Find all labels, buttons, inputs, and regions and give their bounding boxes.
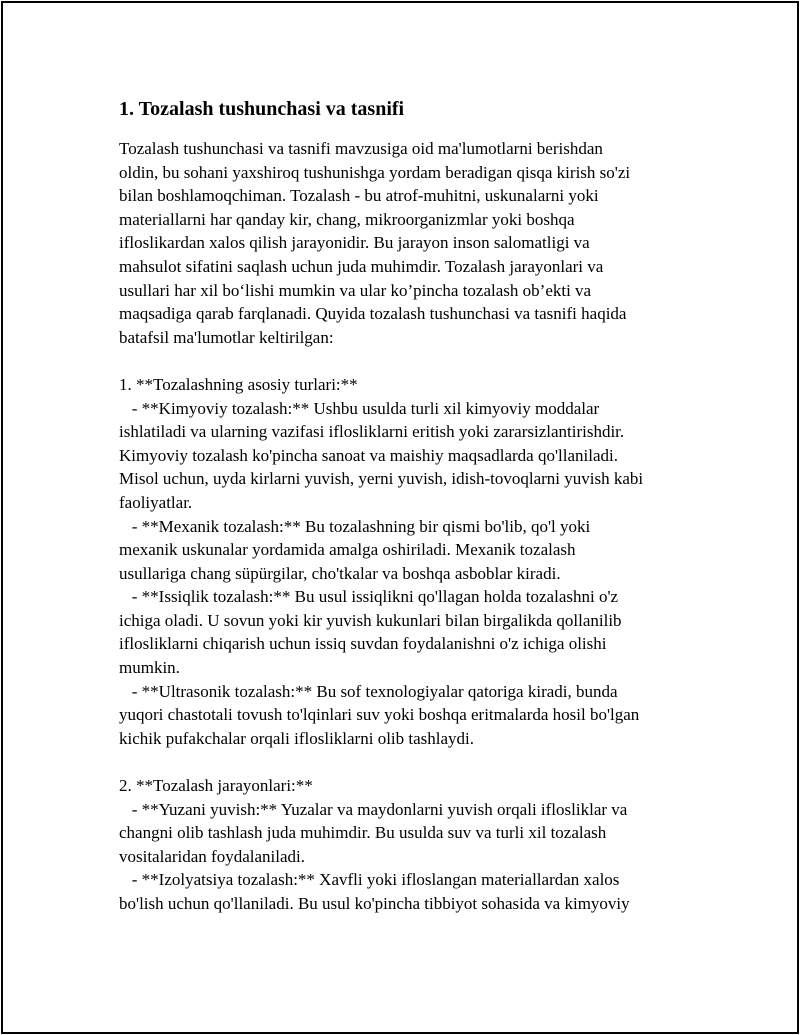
text-line: ifloslikardan xalos qilish jarayonidir. Bu jarayon inson salomatligi va [119, 233, 590, 253]
text-line: - **Izolyatsiya tozalash:** Xavfli yoki ifloslangan materiallardan xalos [119, 870, 620, 890]
text-line: bilan boshlamoqchiman. Tozalash - bu atrof-muhitni, uskunalarni yoki [119, 186, 599, 206]
text-line: - **Mexanik tozalash:** Bu tozalashning bir qismi bo'lib, qo'l yoki [119, 516, 591, 536]
blank-line [119, 349, 699, 373]
text-line: mahsulot sifatini saqlash uchun juda muhimdir. Tozalash jarayonlari va [119, 256, 604, 276]
text-line: ishlatiladi va ularning vazifasi iflosliklarni eritish yoki zararsizlantirishdir. [119, 422, 625, 442]
text-line: faoliyatlar. [119, 492, 193, 512]
text-line: materiallarni har qanday kir, chang, mikroorganizmlar yoki boshqa [119, 209, 575, 229]
text-line: vositalaridan foydalaniladi. [119, 846, 305, 866]
text-line: - **Issiqlik tozalash:** Bu usul issiqlikni qo'llagan holda tozalashni o'z [119, 587, 619, 607]
paragraph-block [119, 137, 699, 916]
text-line: - **Ultrasonik tozalash:** Bu sof texnologiyalar qatoriga kiradi, bunda [119, 681, 618, 701]
section-heading: 1. Tozalash tushunchasi va tasnifi [119, 98, 405, 120]
text-line: mumkin. [119, 658, 180, 678]
text-line: yuqori chastotali tovush to'lqinlari suv yoki boshqa eritmalarda hosil bo'lgan [119, 705, 640, 725]
page-frame [1, 1, 799, 1034]
text-line: 1. **Tozalashning asosiy turlari:** [119, 374, 358, 394]
text-line: usullari har xil bo‘lishi mumkin va ular ko’pincha tozalash ob’ekti va [119, 280, 592, 300]
text-line: Misol uchun, uyda kirlarni yuvish, yerni yuvish, idish-tovoqlarni yuvish kabi [119, 469, 644, 489]
text-line: - **Yuzani yuvish:** Yuzalar va maydonlarni yuvish orqali iflosliklar va [119, 799, 628, 819]
text-line: - **Kimyoviy tozalash:** Ushbu usulda turli xil kimyoviy moddalar [119, 398, 600, 418]
text-line: oldin, bu sohani yaxshiroq tushunishga yordam beradigan qisqa kirish so'zi [119, 162, 631, 182]
text-line: mexanik uskunalar yordamida amalga oshiriladi. Mexanik tozalash [119, 540, 576, 560]
text-line: iflosliklarni chiqarish uchun issiq suvdan foydalanishni o'z ichiga olishi [119, 634, 607, 654]
text-line: usullariga chang süpürgilar, cho'tkalar va boshqa asboblar kiradi. [119, 563, 561, 583]
document-body [119, 95, 699, 916]
text-line: Kimyoviy tozalash ko'pincha sanoat va maishiy maqsadlarda qo'llaniladi. [119, 445, 619, 465]
text-line: maqsadiga qarab farqlanadi. Quyida tozalash tushunchasi va tasnifi haqida [119, 304, 627, 324]
text-line: ichiga oladi. U sovun yoki kir yuvish kukunlari bilan birgalikda qollanilib [119, 610, 622, 630]
text-line: Tozalash tushunchasi va tasnifi mavzusiga oid ma'lumotlarni berishdan [119, 139, 603, 158]
blank-line [119, 750, 699, 774]
text-line: bo'lish uchun qo'llaniladi. Bu usul ko'pincha tibbiyot sohasida va kimyoviy [119, 894, 630, 913]
text-line: kichik pufakchalar orqali iflosliklarni olib tashlaydi. [119, 728, 475, 748]
text-line: batafsil ma'lumotlar keltirilgan: [119, 327, 334, 347]
text-line: changni olib tashlash juda muhimdir. Bu usulda suv va turli xil tozalash [119, 823, 607, 843]
text-line: 2. **Tozalash jarayonlari:** [119, 776, 313, 796]
